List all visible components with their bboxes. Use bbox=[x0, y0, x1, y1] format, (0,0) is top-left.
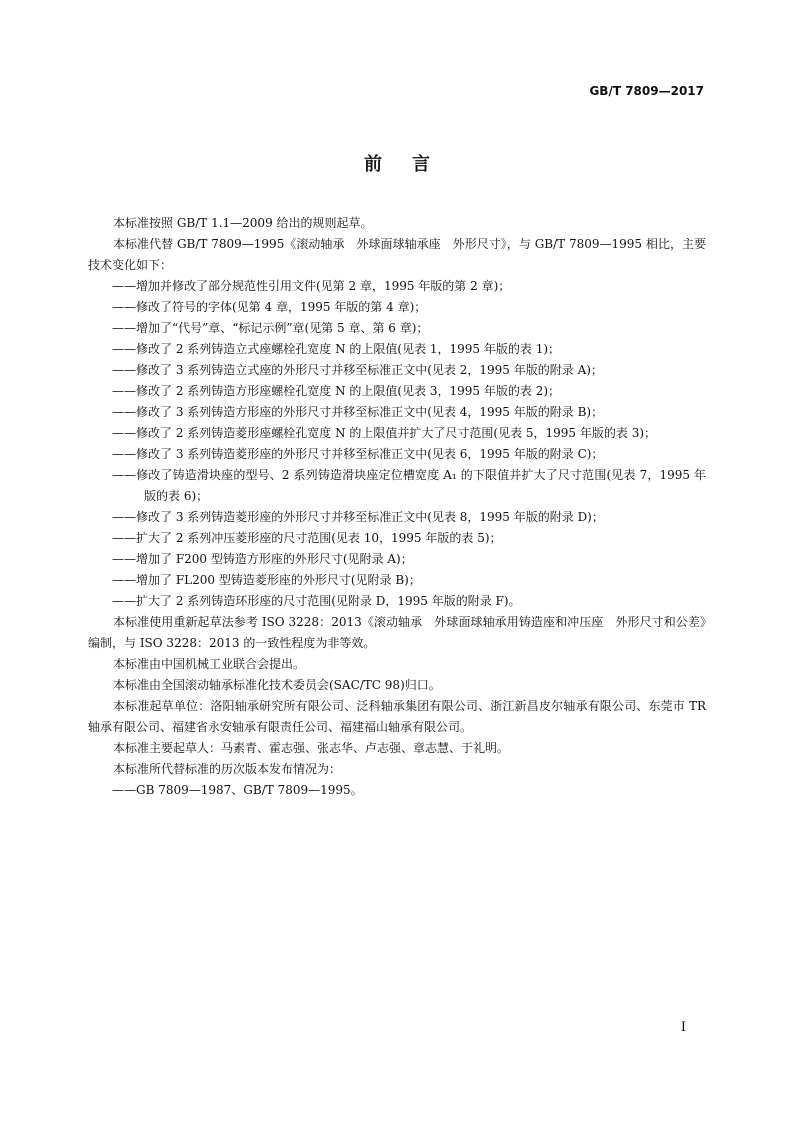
list-item: ——增加了 F200 型铸造方形座的外形尺寸(见附录 A)； bbox=[112, 552, 413, 566]
list-item: ——修改了铸造滑块座的型号、2 系列铸造滑块座定位槽宽度 A₁ 的下限值并扩大了尺寸范围(见表 7，1995 年版的表 6)； bbox=[112, 468, 706, 503]
list-item: ——修改了 3 系列铸造方形座的外形尺寸并移至标准正文中(见表 4，1995 年版的附录 B)； bbox=[112, 405, 604, 419]
list-item: ——修改了 3 系列铸造立式座的外形尺寸并移至标准正文中(见表 2，1995 年版的附录 A)； bbox=[112, 363, 603, 377]
paragraph-committee: 本标准由全国滚动轴承标准化技术委员会(SAC/TC 98)归口。 bbox=[113, 678, 441, 692]
list-item: ——增加了 FL200 型铸造菱形座的外形尺寸(见附录 B)； bbox=[112, 573, 421, 587]
list-item: ——修改了 3 系列铸造菱形座的外形尺寸并移至标准正文中(见表 8，1995 年版的附录 D)； bbox=[112, 510, 604, 524]
list-item: ——修改了 2 系列铸造菱形座螺栓孔宽度 N 的上限值并扩大了尺寸范围(见表 5，1995 年版的表 3)； bbox=[112, 426, 657, 440]
list-item: ——修改了 2 系列铸造立式座螺栓孔宽度 N 的上限值(见表 1，1995 年版的表 1)； bbox=[112, 342, 561, 356]
list-item: ——扩大了 2 系列铸造环形座的尺寸范围(见附录 D，1995 年版的附录 F)。 bbox=[112, 594, 521, 608]
paragraph-proposer: 本标准由中国机械工业联合会提出。 bbox=[113, 657, 306, 671]
list-item: ——增加并修改了部分规范性引用文件(见第 2 章，1995 年版的第 2 章)； bbox=[112, 279, 511, 293]
paragraph-drafters: 本标准主要起草人：马素青、霍志强、张志华、卢志强、章志慧、于礼明。 bbox=[113, 741, 510, 755]
standard-code: GB/T 7809—2017 bbox=[589, 84, 704, 98]
list-item: ——修改了符号的字体(见第 4 章，1995 年版的第 4 章)； bbox=[112, 300, 427, 314]
paragraph-iso-reference: 本标准使用重新起草法参考 ISO 3228：2013《滚动轴承 外球面球轴承用铸造座和冲压座 外形尺寸和公差》编制，与 ISO 3228：2013 的一致性程度为非等效。 bbox=[88, 615, 706, 650]
changes-list bbox=[88, 276, 706, 612]
paragraph-replacement: 本标准代替 GB/T 7809—1995《滚动轴承 外球面球轴承座 外形尺寸》，与 GB/T 7809—1995 相比，主要技术变化如下： bbox=[88, 237, 706, 272]
list-item: ——增加了“代号”章、“标记示例”章(见第 5 章、第 6 章)； bbox=[112, 321, 429, 335]
paragraph-drafting-rules: 本标准按照 GB/T 1.1—2009 给出的规则起草。 bbox=[113, 216, 373, 230]
page-number: I bbox=[680, 1020, 686, 1035]
paragraph-history-intro: 本标准所代替标准的历次版本发布情况为： bbox=[113, 762, 342, 776]
paragraph-drafting-units: 本标准起草单位：洛阳轴承研究所有限公司、泛科轴承集团有限公司、浙江新昌皮尔轴承有限公司、东莞市 TR 轴承有限公司、福建省永安轴承有限责任公司、福建福山轴承有限公司。 bbox=[88, 699, 706, 734]
list-item: ——扩大了 2 系列冲压菱形座的尺寸范围(见表 10，1995 年版的表 5)； bbox=[112, 531, 502, 545]
list-item: ——修改了 3 系列铸造菱形座的外形尺寸并移至标准正文中(见表 6，1995 年版的附录 C)； bbox=[112, 447, 604, 461]
list-item: ——修改了 2 系列铸造方形座螺栓孔宽度 N 的上限值(见表 3，1995 年版的表 2)； bbox=[112, 384, 561, 398]
history-item: ——GB 7809—1987、GB/T 7809—1995。 bbox=[112, 783, 363, 797]
document-body bbox=[88, 213, 706, 801]
page-title: 前言 bbox=[364, 154, 460, 175]
